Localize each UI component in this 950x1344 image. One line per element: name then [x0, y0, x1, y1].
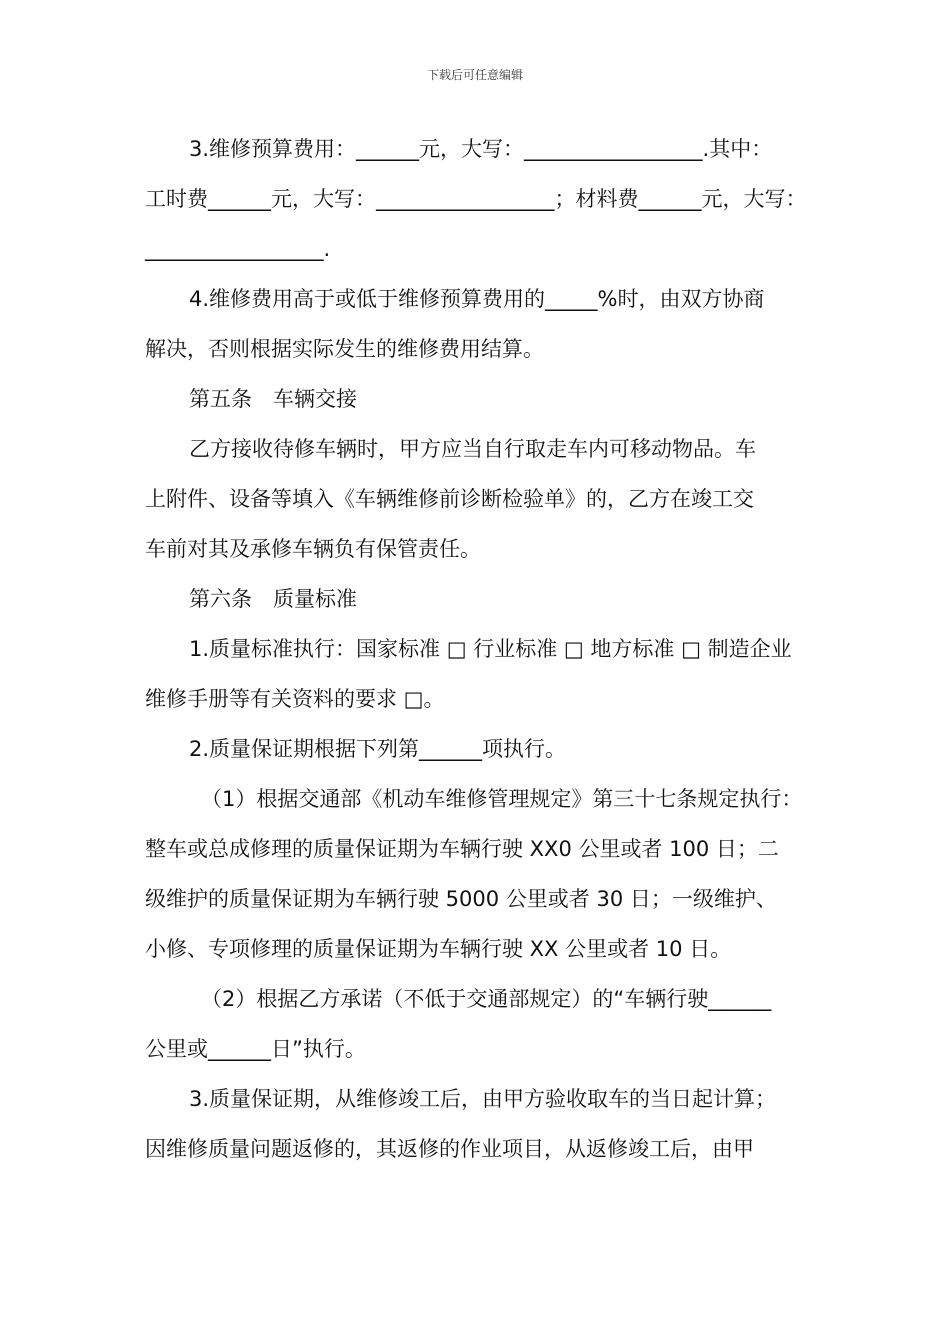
budget-line-1: 3.维修预算费用：______元，大写：_________________.其中： [189, 137, 773, 161]
warranty-start-line-1: 3.质量保证期，从维修竣工后，由甲方验收取车的当日起计算； [189, 1087, 777, 1111]
document-body [145, 124, 815, 1174]
warranty-start-line-2: 因维修质量问题返修的，其返修的作业项目，从返修竣工后，由甲 [145, 1137, 754, 1161]
budget-line-3: _________________. [145, 237, 331, 261]
handover-line-2: 上附件、设备等填入《车辆维修前诊断检验单》的，乙方在竣工交 [145, 487, 754, 511]
warranty-option-1-line-2: 整车或总成修理的质量保证期为车辆行驶 XX0 公里或者 100 日；二 [145, 837, 779, 861]
article-5-heading: 第五条 车辆交接 [189, 387, 357, 411]
warranty-option-1-line-3: 级维护的质量保证期为车辆行驶 5000 公里或者 30 日；一级维护、 [145, 887, 777, 911]
cost-clause-line-1: 4.维修费用高于或低于维修预算费用的_____%时，由双方协商 [189, 287, 765, 311]
warranty-choice-line: 2.质量保证期根据下列第______项执行。 [189, 737, 567, 761]
warranty-option-1-line-4: 小修、专项修理的质量保证期为车辆行驶 XX 公里或者 10 日。 [145, 937, 732, 961]
warranty-option-2-line-2: 公里或______日”执行。 [145, 1037, 366, 1061]
cost-clause-line-2: 解决，否则根据实际发生的维修费用结算。 [145, 337, 544, 361]
article-6-heading: 第六条 质量标准 [189, 587, 357, 611]
budget-line-2: 工时费______元，大写：_________________；材料费______元，大写： [145, 187, 807, 211]
standard-line-1: 1.质量标准执行：国家标准 □ 行业标准 □ 地方标准 □ 制造企业 [189, 637, 792, 661]
warranty-option-2-line-1: （2）根据乙方承诺（不低于交通部规定）的“车辆行驶______ [201, 987, 772, 1011]
handover-line-3: 车前对其及承修车辆负有保管责任。 [145, 537, 481, 561]
handover-line-1: 乙方接收待修车辆时，甲方应当自行取走车内可移动物品。车 [189, 437, 756, 461]
warranty-option-1-line-1: （1）根据交通部《机动车维修管理规定》第三十七条规定执行： [201, 787, 803, 811]
page-header: 下载后可任意编辑 [426, 68, 523, 82]
standard-line-2: 维修手册等有关资料的要求 □。 [145, 687, 445, 711]
